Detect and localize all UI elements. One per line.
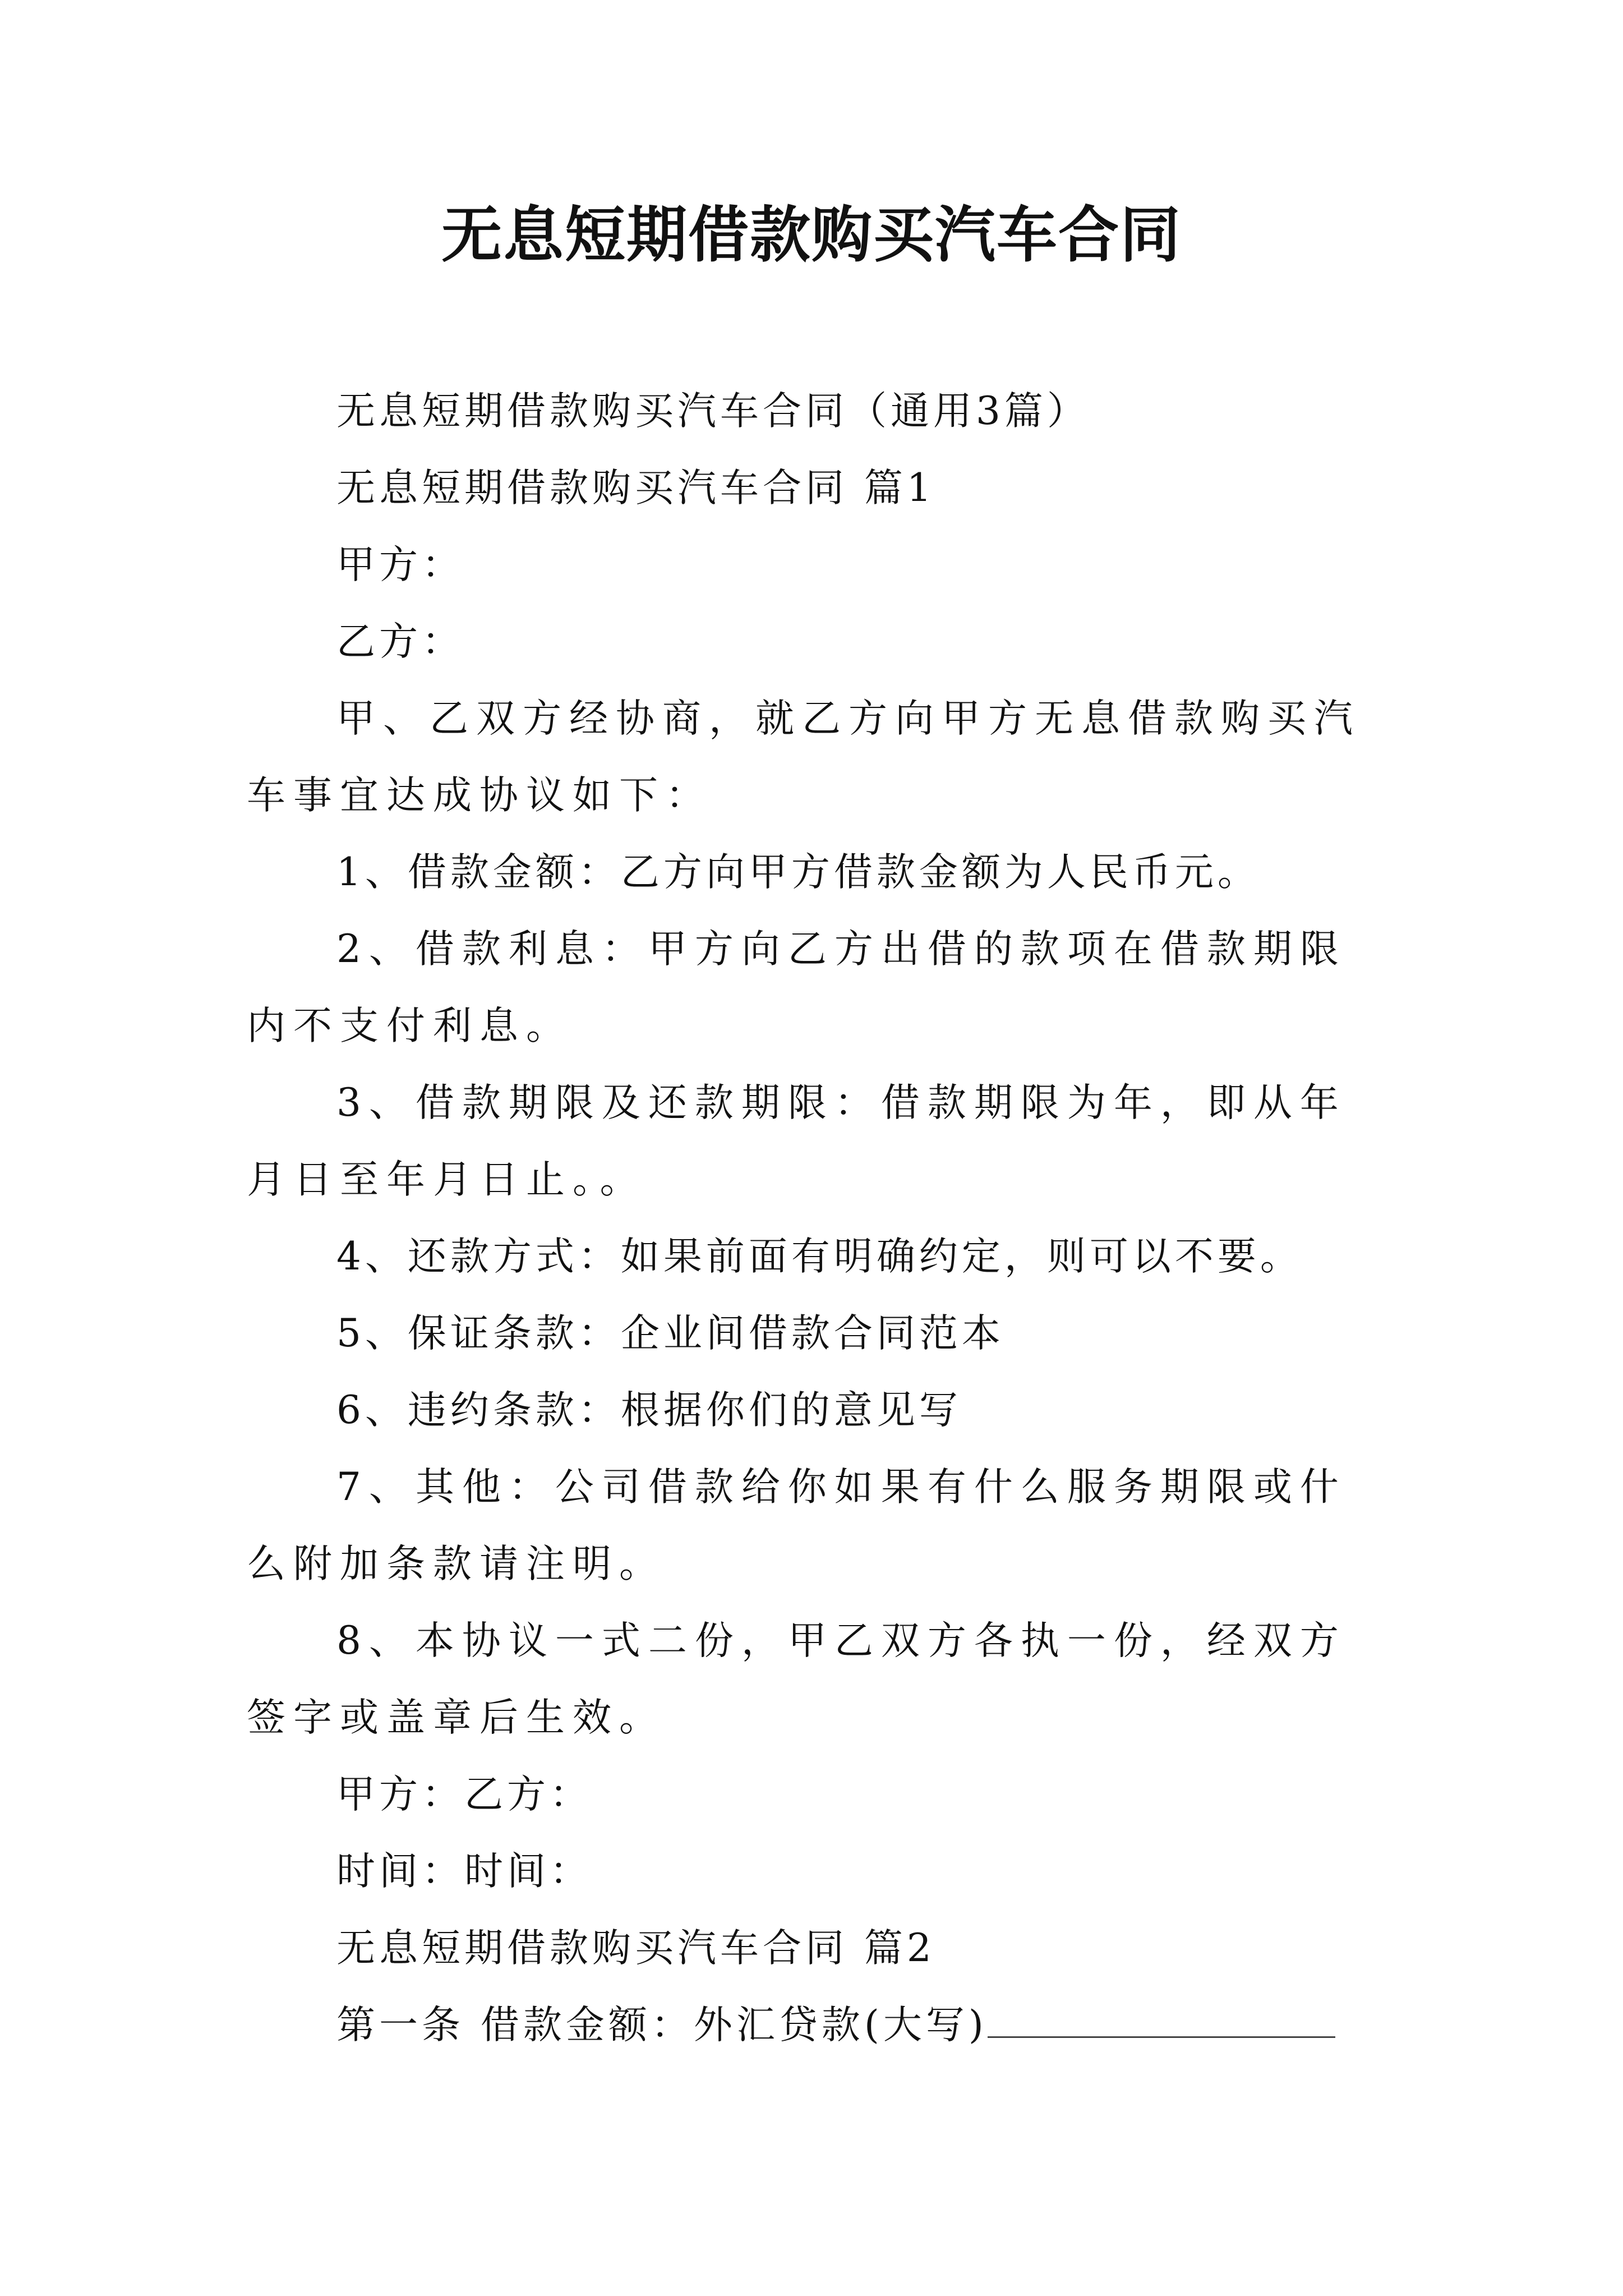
- paragraph-section-2-heading: 无息短期借款购买汽车合同 篇2: [336, 1926, 935, 1971]
- paragraph-clause-5: 5、保证条款：企业间借款合同范本: [336, 1311, 1004, 1356]
- paragraph-article-1: [247, 1987, 1385, 2064]
- paragraph-subtitle: 无息短期借款购买汽车合同（通用3篇）: [336, 389, 1090, 434]
- paragraph-section-1-heading: 无息短期借款购买汽车合同 篇1: [336, 466, 935, 510]
- document-title: 无息短期借款购买汽车合同: [441, 200, 1182, 270]
- paragraph-clause-1: 1、借款金额：乙方向甲方借款金额为人民币元。: [336, 850, 1260, 895]
- fill-in-blank-line: [988, 2001, 1335, 2038]
- document-body: [247, 373, 1385, 2064]
- paragraph-party-b: 乙方：: [336, 619, 464, 664]
- paragraph-clause-4: 4、还款方式：如果前面有明确约定，则可以不要。: [336, 1234, 1303, 1279]
- paragraph-signature-parties: 甲方：乙方：: [336, 1772, 592, 1817]
- paragraph-clause-2: 2、借款利息：甲方向乙方出借的款项在借款期限内不支付利息。: [247, 927, 1347, 1048]
- paragraph-clause-6: 6、违约条款：根据你们的意见写: [336, 1388, 962, 1433]
- article-1-text: 第一条 借款金额：外汇贷款(大写): [336, 2003, 988, 2047]
- paragraph-preamble: 甲、乙双方经协商，就乙方向甲方无息借款购买汽车事宜达成协议如下：: [247, 696, 1361, 818]
- paragraph-clause-8: 8、本协议一式二份，甲乙双方各执一份，经双方签字或盖章后生效。: [247, 1618, 1347, 1740]
- paragraph-signature-dates: 时间：时间：: [336, 1849, 592, 1894]
- paragraph-party-a: 甲方：: [336, 542, 464, 587]
- paragraph-clause-3: 3、借款期限及还款期限：借款期限为年，即从年月日至年月日止。。: [247, 1080, 1347, 1202]
- paragraph-clause-7: 7、其他：公司借款给你如果有什么服务期限或什么附加条款请注明。: [247, 1465, 1347, 1586]
